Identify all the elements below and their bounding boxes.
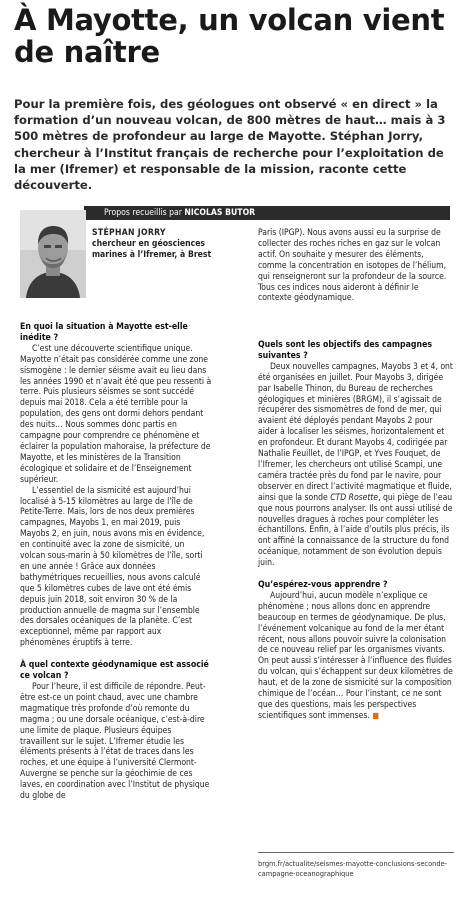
source-link[interactable]: brgm.fr/actualite/seismes-mayotte-conclusions-seconde-campagne-oceanographique — [258, 859, 448, 878]
answer-1-paragraph-2: L’essentiel de la sismicité est aujourd’hui localisé à 5-15 kilomètres au large de l’île de Petite-Terre. Mais, lors de nos deux premières campagnes, Mayobs 1, en mai 2019, puis Mayobs 2, en juin, nous avons mis en évidence, en continuité avec la zone de sismicité, un volcan sous-marin à 50 kilomètres de l’île, sorti en une année ! Grâce aux données bathymétriques recueillies, nous avons calculé que 5 kilomètres cubes de lave ont été émis depuis juin 2018, soit environ 30 % de la production annuelle de magma sur l’ensemble des dorsales océaniques de la planète. C’est exceptionnel, même par rapport aux phénomènes éruptifs à terre. — [20, 485, 205, 649]
portrait-photo-svg — [20, 210, 86, 298]
answer-4-paragraph-1 — [258, 591, 454, 722]
answer-3-text-b: , qui piège de l’eau que nous pourrons analyser. Ils ont aussi utilisé de nouvelles dragues à roches pour compléter les échantillons. Enfin, à l’aide d’outils plus précis, ils ont affiné la connaissance de la structure du fond océanique, notamment de son évolution depuis juin. — [258, 492, 453, 569]
answer-3-text-a: Deux nouvelles campagnes, Mayobs 3 et 4, ont été organisées en juillet. Pour Mayobs 3, dirigée par Isabelle Thinon, du Bureau de recherches géologiques et minières (BRGM), il s’agissait de récupérer des sismomètres de fond de mer, qui avaient été déployés pendant Mayobs 2 pour aider à localiser les séismes, horizontalement et en profondeur. Et durant Mayobs 4, codirigée par Nathalie Feuillet, de l’IPGP, et Yves Fouquet, de l’Ifremer, les chercheurs ont utilisé Scampi, une caméra tractée près du fond par le navire, pour observer en direct l’activité magmatique et fluide, ainsi que la sonde — [258, 361, 453, 503]
answer-4-text: Aujourd’hui, aucun modèle n’explique ce phénomène ; nous allons donc en apprendre beaucoup en termes de géodynamique. De plus, l’événement volcanique au fond de la mer étant récent, nous allons pouvoir suivre la colonisation de ce nouveau relief par les organismes vivants. On peut aussi s’intéresser à l’influence des fluides du volcan, qui s’échappent sur deux kilomètres de haut, et de la zone de sismicité sur la composition chimique de l’océan… Pour l’instant, ce ne sont que des questions, mais les perspectives scientifiques sont immenses. — [258, 590, 453, 721]
question-1: En quoi la situation à Mayotte est-elle inédite ? — [20, 322, 188, 343]
end-mark-icon: ■ — [372, 710, 380, 720]
answer-1-paragraph-1: C’est une découverte scientifique unique. Mayotte n’était pas considérée comme une zone sismogène : le dernier séisme avait eu lieu dans les années 1990 et n’avait été que peu ressenti à terre. Puis plusieurs séismes se sont succédé depuis mai 2018. Cela a été terrible pour la population, des gens ont dormi dehors pendant des nuits… Nous sommes donc partis en campagne pour comprendre ce phénomène et éclairer la population mahoraise, la préfecture de Mayotte, et les ministères de la Transition écologique et solidaire et de l’Enseignement supérieur. — [20, 343, 212, 485]
interviewee-info — [92, 228, 242, 261]
question-4: Qu’espérez-vous apprendre ? — [258, 580, 388, 591]
left-column — [20, 322, 212, 802]
answer-2-continued: Paris (IPGP). Nous avons aussi eu la surprise de collecter des roches riches en gaz sur le volcan actif. On souhaite y mesurer des éléments, comme la concentration en isotopes de l’hélium, qui renseigneront sur la profondeur de la source. Tous ces indices nous aideront à définir le contexte géodynamique. — [258, 228, 447, 304]
article-title: À Mayotte, un volcan vient de naître — [14, 3, 445, 69]
right-column-top — [258, 228, 454, 304]
credit-prefix: Propos recueillis par — [104, 208, 182, 218]
portrait-photo-icon — [20, 210, 86, 298]
answer-2-paragraph-1: Pour l’heure, il est difficile de répondre. Peut-être est-ce un point chaud, avec une chambre magmatique très profonde d’où remonte du magma ; ou une dorsale océanique, c’est-à-dire une limite de plaque. Plusieurs équipes travaillent sur le sujet. L’Ifremer étudie les éléments présents à l’état de traces dans les roches, et une équipe à l’université Clermont-Auvergne se penche sur la géochimie de ces laves, en coordination avec l’Institut de physique du globe de — [20, 682, 210, 802]
article-lede: Pour la première fois, des géologues ont observé « en direct » la formation d’un nouveau volcan, de 800 mètres de haut… mais à 3 500 mètres de profondeur au large de Mayotte. Stéphan Jorry, chercheur à l’Institut français de recherche pour l’exploitation de la mer (Ifremer) et responsable de la mission, raconte cette découverte. — [14, 97, 446, 193]
question-3: Quels sont les objectifs des campagnes suivantes ? — [258, 340, 433, 361]
question-2: À quel contexte géodynamique est associé ce volcan ? — [20, 660, 209, 682]
credit-author: NICOLAS BUTOR — [184, 208, 256, 218]
interview-credit-bar — [84, 206, 450, 220]
answer-3-paragraph-1 — [258, 362, 454, 569]
source-divider — [258, 852, 454, 853]
answer-3-probe-name: CTD Rosette — [330, 492, 379, 503]
right-column — [258, 340, 454, 722]
interviewee-name: STÉPHAN JORRY — [92, 228, 166, 238]
interviewee-role: chercheur en géosciences marines à l’Ifremer, à Brest — [92, 239, 212, 260]
